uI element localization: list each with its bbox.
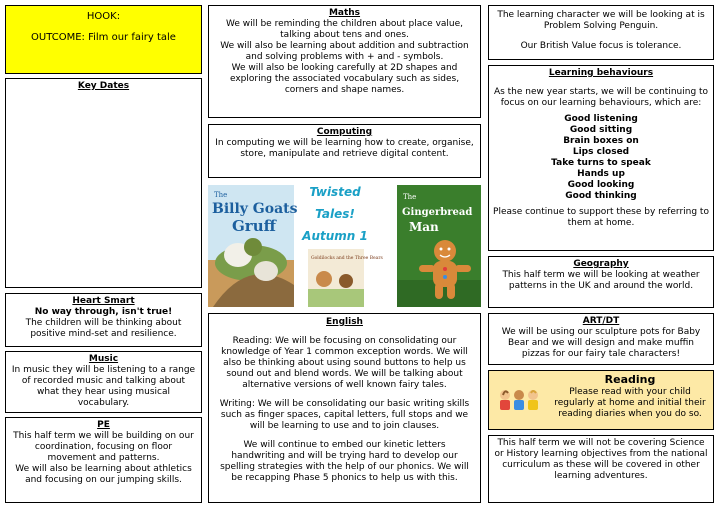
music-title: Music <box>88 354 119 364</box>
twisted-label: Twisted <box>309 185 361 199</box>
heart-smart-title: Heart Smart <box>72 296 135 306</box>
geography-title: Geography <box>573 259 629 269</box>
billy-title-the: The <box>214 191 228 199</box>
gingerbread-title-man: Man <box>409 220 439 234</box>
geography-box <box>488 256 714 308</box>
behaviour-item: Good sitting <box>569 125 633 135</box>
book-row <box>208 183 481 308</box>
art-dt-text: We will be using our sculpture pots for Baby Bear and we will design and make muffin pizzas for our fairy tale characters! <box>501 327 701 359</box>
hook-label: HOOK: <box>86 11 121 22</box>
computing-text: In computing we will be learning how to create, organise, store, manipulate and retrieve digital content. <box>215 138 474 159</box>
behaviour-item: Good thinking <box>565 191 637 201</box>
goldilocks-title: Goldilocks and the Three Bears <box>311 256 383 261</box>
gingerbread-title-main: Gingerbread <box>402 207 473 218</box>
key-dates-box <box>5 78 202 288</box>
behaviour-item: Brain boxes on <box>563 136 639 146</box>
reading-title: Reading <box>604 373 656 386</box>
outcome-label: OUTCOME: <box>31 32 85 43</box>
music-text: In music they will be listening to a range of recorded music and talking about what they hear using musical vocabulary. <box>11 365 196 408</box>
learning-behaviours-box <box>488 65 714 251</box>
maths-text-2: We will also be learning about addition and subtraction and solving problems with + and - symbols. <box>220 41 469 62</box>
heart-smart-text: The children will be thinking about positive mind-set and resilience. <box>25 318 182 339</box>
music-box <box>5 351 202 413</box>
behaviours-outro: Please continue to support these by referring to them at home. <box>493 207 709 228</box>
behaviours-title: Learning behaviours <box>548 68 654 78</box>
english-title: English <box>326 317 363 327</box>
key-dates-title: Key Dates <box>77 81 130 91</box>
computing-title: Computing <box>316 127 373 137</box>
behaviour-item: Good looking <box>567 180 635 190</box>
billy-title-gruff: Gruff <box>232 217 276 235</box>
behaviours-intro: As the new year starts, we will be continuing to focus on our learning behaviours, which are: <box>493 87 709 108</box>
pe-box <box>5 417 202 503</box>
maths-title: Maths <box>328 8 361 18</box>
learning-character-box <box>488 5 714 60</box>
behaviour-item: Good listening <box>564 114 638 124</box>
reading-box <box>488 370 714 430</box>
pe-title: PE <box>97 420 110 430</box>
english-writing: Writing: We will be consolidating our basic writing skills such as finger spaces, capital letters, full stops and we will be learning to use and to join clauses. <box>219 399 470 431</box>
science-history-text: This half term we will not be covering Science or History learning objectives from the national curriculum as these will be covered in other learning adventures. <box>494 438 708 481</box>
science-history-box <box>488 435 714 503</box>
hook-box <box>5 5 202 74</box>
maths-box <box>208 5 481 118</box>
outcome-text: Film our fairy tale <box>88 32 176 43</box>
heart-smart-subtitle: No way through, isn't true! <box>34 307 173 317</box>
english-handwriting: We will continue to embed our kinetic letters handwriting and will be trying hard to develop our spelling strategies with the help of our phonics. We will be recapping Phase 5 phonics to help us with this. <box>220 440 469 483</box>
gingerbread-man-cover <box>397 185 481 307</box>
pe-text-2: We will also be learning about athletics and focusing on our jumping skills. <box>15 464 192 485</box>
british-value-text: Our British Value focus is tolerance. <box>520 41 682 51</box>
behaviour-item: Take turns to speak <box>551 158 651 168</box>
billy-goats-gruff-cover <box>208 185 298 307</box>
art-dt-box <box>488 313 714 365</box>
behaviour-item: Hands up <box>577 169 625 179</box>
term-label: Autumn 1 <box>302 229 368 243</box>
computing-box <box>208 124 481 178</box>
behaviour-item: Lips closed <box>572 147 630 157</box>
gingerbread-title-the: The <box>403 193 417 201</box>
english-box <box>208 313 481 503</box>
learning-character-text: The learning character we will be looking at is Problem Solving Penguin. <box>497 10 705 31</box>
english-reading: Reading: We will be focusing on consolidating our knowledge of Year 1 common exception words. We will also be thinking about using sound buttons to help us sound out and blend words. We will be talking about alternative versions of well known fairy tales. <box>221 336 468 390</box>
geography-text: This half term we will be looking at weather patterns in the UK and around the world. <box>502 270 700 291</box>
art-dt-title: ART/DT <box>582 316 620 326</box>
maths-text-1: We will be reminding the children about place value, talking about tens and ones. <box>225 19 464 40</box>
tales-label: Tales! <box>315 207 355 221</box>
reading-text: Please read with your child regularly at home and initial their reading diaries when you do so. <box>554 387 706 419</box>
children-reading-icon <box>497 389 541 411</box>
heart-smart-box <box>5 293 202 347</box>
billy-title-main: Billy Goats <box>212 201 298 217</box>
goldilocks-cover <box>308 249 383 307</box>
pe-text-1: This half term we will be building on our coordination, focusing on floor movement and patterns. <box>13 431 194 463</box>
maths-text-3: We will also be looking carefully at 2D shapes and exploring the associated vocabulary such as sides, corners and shape names. <box>229 63 460 95</box>
outcome-line <box>11 31 196 44</box>
